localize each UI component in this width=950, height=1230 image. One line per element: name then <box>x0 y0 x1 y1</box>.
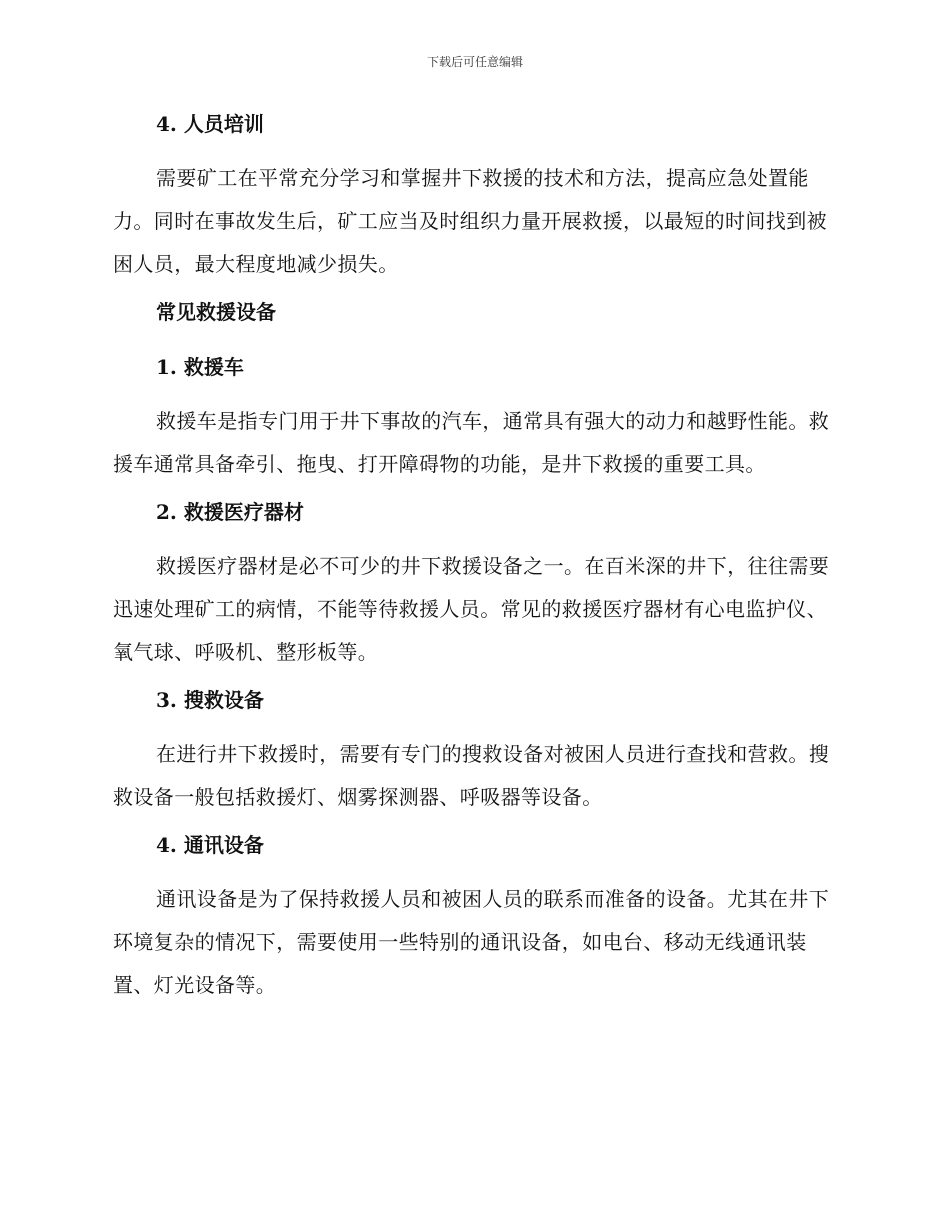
paragraph-medical: 救援医疗器材是必不可少的井下救援设备之一。在百米深的井下，往往需要迅速处理矿工的病情，不能等待救援人员。常见的救援医疗器材有心电监护仪、氧气球、呼吸机、整形板等。 <box>113 554 830 664</box>
section-heading-medical: 2. 救援医疗器材 <box>156 500 304 524</box>
page-header: 下载后可任意编辑 <box>426 55 523 69</box>
section-heading-equipment: 常见救援设备 <box>156 300 276 324</box>
section-heading-rescue-vehicle: 1. 救援车 <box>156 355 244 379</box>
paragraph-training: 需要矿工在平常充分学习和掌握井下救援的技术和方法，提高应急处置能力。同时在事故发生后，矿工应当及时组织力量开展救援，以最短的时间找到被困人员，最大程度地减少损失。 <box>113 166 827 276</box>
paragraph-communication: 通讯设备是为了保持救援人员和被困人员的联系而准备的设备。尤其在井下环境复杂的情况下，需要使用一些特别的通讯设备，如电台、移动无线通讯装置、灯光设备等。 <box>113 887 830 997</box>
paragraph-rescue-vehicle: 救援车是指专门用于井下事故的汽车，通常具有强大的动力和越野性能。救援车通常具备牵引、拖曳、打开障碍物的功能，是井下救援的重要工具。 <box>113 409 830 476</box>
document-body <box>113 110 833 1007</box>
section-heading-training: 4. 人员培训 <box>156 112 264 136</box>
paragraph-search: 在进行井下救援时，需要有专门的搜救设备对被困人员进行查找和营救。搜救设备一般包括救援灯、烟雾探测器、呼吸器等设备。 <box>113 742 830 809</box>
section-heading-communication: 4. 通讯设备 <box>156 833 264 857</box>
section-heading-search: 3. 搜救设备 <box>156 688 264 712</box>
